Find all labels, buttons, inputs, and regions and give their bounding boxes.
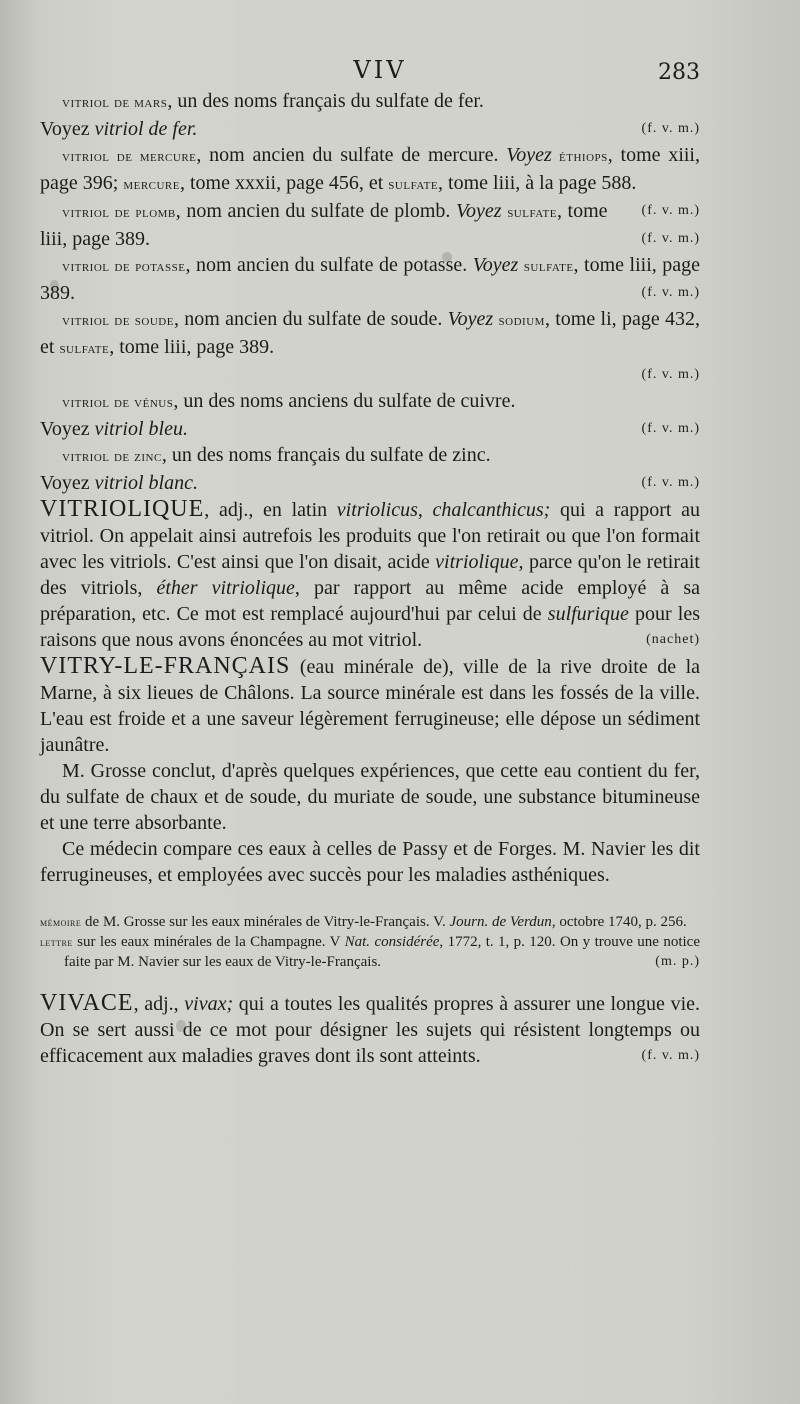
entry-term: vitriol de plomb [62, 204, 176, 221]
entry-headword: VIVACE [40, 990, 134, 1016]
entry-vitriol-de-zinc [40, 442, 700, 496]
cross-reference: vitriol blanc. [94, 472, 198, 494]
entry-text: , tome xiii, page 396; [40, 144, 700, 194]
author-signature: (nachet) [646, 632, 700, 647]
entry-vitry-le-francais [40, 653, 700, 888]
author-signature: (f. v. m.) [641, 475, 700, 490]
entry-text: , un des noms français du sulfate de zinc. [161, 444, 491, 466]
entry-text: , un des noms français du sulfate de fer. [167, 90, 484, 112]
entry-text: , tome liii, page 389. [40, 200, 608, 250]
entry-term: vitriol de mercure [62, 148, 197, 165]
bib-text: sur les eaux minérales de la Champagne. V [72, 934, 345, 950]
bib-lead: lettre [40, 935, 73, 949]
emphasis-term: sulfurique [547, 603, 629, 625]
bib-text: , 1772, t. 1, p. 120. On y trouve une notice faite par M. Navier sur les eaux de Vitry-le-Français. [64, 934, 700, 970]
author-signature: (f. v. m.) [641, 421, 700, 436]
entry-text: Voyez [40, 118, 95, 140]
entry-vitriolique [40, 496, 700, 653]
author-signature: (f. v. m.) [641, 367, 700, 382]
entry-text: , [417, 499, 433, 521]
spacer [40, 972, 700, 990]
bib-text: , octobre 1740, p. 256. [551, 914, 687, 930]
entry-text: , par rapport au même acide employé à sa préparation, etc. Ce mot est remplacé aujourd'hui par celui de [40, 577, 700, 625]
entry-paragraph: M. Grosse conclut, d'après quelques expériences, que cette eau contient du fer, du sulfate de chaux et de soude, du muriate de soude, une substance bitumineuse et une terre absorbante. [40, 760, 700, 834]
entry-vivace [40, 990, 700, 1069]
page-number: 283 [658, 60, 700, 85]
entry-headword: VITRIOLIQUE [40, 496, 205, 522]
running-head: VIV [353, 56, 407, 84]
entry-text: qui a toutes les qualités propres à assurer une longue vie. On se sert aussi de ce mot pour désigner les sujets qui résistent longtemps ou efficacement aux maladies graves dont ils sont atteints. [40, 993, 701, 1067]
cross-reference: sulfate [59, 340, 110, 357]
entry-vitriol-de-potasse [40, 252, 700, 306]
bib-title: Nat. considérée [344, 934, 440, 950]
cross-reference: sulfate [523, 258, 574, 275]
entry-vitriol-de-plomb [40, 198, 700, 252]
entry-text: , adj., en latin [204, 499, 337, 521]
entry-text: , nom ancien du sulfate de plomb. [175, 200, 457, 222]
author-signature: (f. v. m.) [641, 203, 700, 218]
bib-title: Journ. de Verdun [449, 914, 552, 930]
entry-term: vitriol de mars [62, 94, 168, 111]
voyez-label: Voyez [456, 200, 502, 222]
voyez-label: Voyez [472, 254, 519, 276]
entry-term: vitriol de vénus [62, 394, 174, 411]
emphasis-term: éther vitriolique [156, 577, 295, 599]
emphasis-term: vitriolique [435, 551, 519, 573]
voyez-label: Voyez [506, 144, 552, 166]
entry-text: , nom ancien du sulfate de potasse. [185, 254, 473, 276]
entry-text: Voyez [40, 418, 95, 440]
entry-text: , tome li, page 432, et [40, 308, 701, 358]
entry-text: , un des noms anciens du sulfate de cuivre. [173, 390, 516, 412]
author-signature: (m. p.) [655, 954, 700, 969]
entry-text: , parce qu'on le retirait des vitriols, [40, 551, 700, 599]
entry-vitriol-de-mars [40, 88, 700, 142]
entry-term: vitriol de zinc [62, 448, 162, 465]
entry-text: , tome xxxii, page 456, et [180, 172, 389, 194]
cross-reference: vitriol de fer. [94, 118, 198, 140]
voyez-label: Voyez [447, 308, 494, 330]
entry-text: pour les raisons que nous avons énoncées au mot vitriol. [40, 603, 700, 651]
entry-text: (eau minérale de), ville de la rive droite de la Marne, à six lieues de Châlons. La source minérale est dans les fossés de la ville. L'eau est froide et a une saveur légèrement ferrugineuse; elle dépose un sédiment jaunâtre. [40, 656, 700, 756]
entry-vitriol-de-soude [40, 306, 700, 388]
bibliography-item [40, 932, 700, 972]
entry-text: qui a rapport au vitriol. On appelait ainsi autrefois les produits que l'on retirait ou que l'on formait avec les vitriols. C'est ainsi que l'on disait, acide [40, 499, 700, 573]
cross-reference: sodium [498, 312, 545, 329]
bib-text: de M. Grosse sur les eaux minérales de Vitry-le-Français. V. [81, 914, 450, 930]
entry-vitriol-de-venus [40, 388, 700, 442]
entry-text: , tome liii, à la page 588. [438, 172, 637, 194]
author-signature: (f. v. m.) [641, 285, 700, 300]
entry-text: , adj., [133, 993, 185, 1015]
latin-term: vitriolicus [336, 499, 418, 521]
cross-reference: sulfate [507, 204, 557, 221]
author-signature: (f. v. m.) [641, 231, 700, 246]
entry-headword: VITRY-LE-FRANÇAIS [40, 653, 291, 679]
bibliography [40, 912, 700, 972]
cross-reference: éthiops [551, 148, 608, 165]
cross-reference: mercure [123, 176, 180, 193]
page-body [40, 88, 700, 1069]
bibliography-item [40, 912, 700, 932]
entry-paragraph: Ce médecin compare ces eaux à celles de Passy et de Forges. M. Navier les dit ferrugineuses, et employées avec succès pour les maladies asthéniques. [40, 838, 700, 886]
author-signature: (f. v. m.) [641, 1048, 700, 1063]
entry-term: vitriol de soude [62, 312, 174, 329]
cross-reference: sulfate [388, 176, 439, 193]
entry-text: Voyez [40, 472, 95, 494]
entry-text: , tome liii, page 389. [40, 254, 701, 304]
entry-text: , tome liii, page 389. [109, 336, 275, 358]
cross-reference: vitriol bleu. [94, 418, 188, 440]
entry-text: , nom ancien du sulfate de mercure. [196, 144, 507, 166]
bib-lead: mémoire [40, 915, 82, 929]
latin-term: vivax; [184, 993, 234, 1015]
entry-term: vitriol de potasse [62, 258, 186, 275]
latin-term: chalcanthicus; [432, 499, 551, 521]
entry-text: , nom ancien du sulfate de soude. [173, 308, 448, 330]
author-signature: (f. v. m.) [641, 121, 700, 136]
